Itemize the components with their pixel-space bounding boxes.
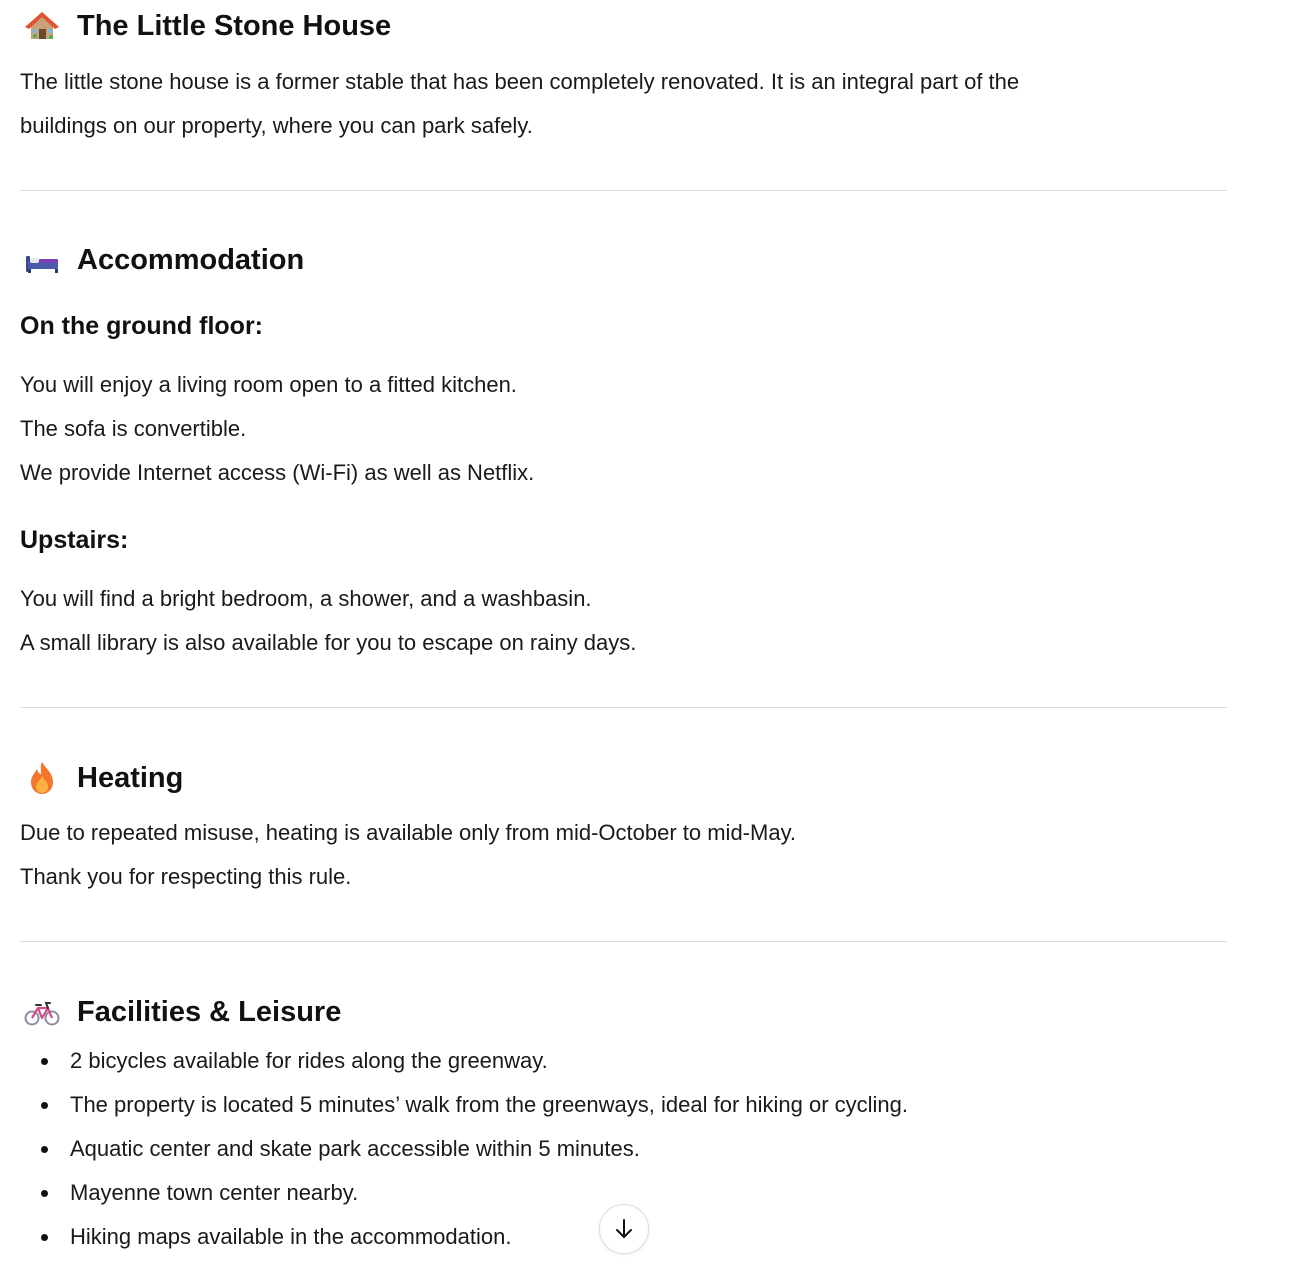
upstairs-line: A small library is also available for you to escape on rainy days. <box>20 630 637 655</box>
section-title-house <box>24 6 391 46</box>
heating-line: Thank you for respecting this rule. <box>20 864 352 889</box>
section-title-text: Facilities & Leisure <box>77 995 342 1028</box>
section-title-text: The Little Stone House <box>77 9 392 42</box>
arrow-down-icon <box>612 1217 636 1241</box>
divider <box>20 707 1227 708</box>
divider <box>20 941 1227 942</box>
house-icon <box>24 8 68 44</box>
list-item: Hiking maps available in the accommodation. <box>20 1215 1227 1259</box>
section-title-text: Heating <box>77 761 184 794</box>
ground-floor-heading: On the ground floor: <box>20 312 264 340</box>
fire-icon <box>24 760 68 796</box>
ground-floor-line: We provide Internet access (Wi-Fi) as well as Netflix. <box>20 460 535 485</box>
list-item: The property is located 5 minutes’ walk from the greenways, ideal for hiking or cycling. <box>20 1083 1227 1127</box>
house-description-line2: buildings on our property, where you can park safely. <box>20 113 533 138</box>
section-title-accommodation <box>24 240 304 280</box>
section-title-facilities <box>24 992 341 1032</box>
upstairs-heading: Upstairs: <box>20 526 129 554</box>
list-item: Aquatic center and skate park accessible within 5 minutes. <box>20 1127 1227 1171</box>
section-title-text: Accommodation <box>77 243 305 276</box>
upstairs-line: You will find a bright bedroom, a shower, and a washbasin. <box>20 586 592 611</box>
list-item: 2 bicycles available for rides along the greenway. <box>20 1039 1227 1083</box>
house-description-line1: The little stone house is a former stable that has been completely renovated. It is an integral part of the <box>20 69 1020 94</box>
divider <box>20 190 1227 191</box>
scroll-down-button[interactable] <box>599 1204 649 1254</box>
list-item: Mayenne town center nearby. <box>20 1171 1227 1215</box>
section-title-heating <box>24 758 183 798</box>
ground-floor-line: The sofa is convertible. <box>20 416 247 441</box>
heating-line: Due to repeated misuse, heating is available only from mid-October to mid-May. <box>20 820 797 845</box>
bed-icon <box>24 242 68 278</box>
bicycle-icon <box>24 994 68 1030</box>
ground-floor-line: You will enjoy a living room open to a fitted kitchen. <box>20 372 517 397</box>
